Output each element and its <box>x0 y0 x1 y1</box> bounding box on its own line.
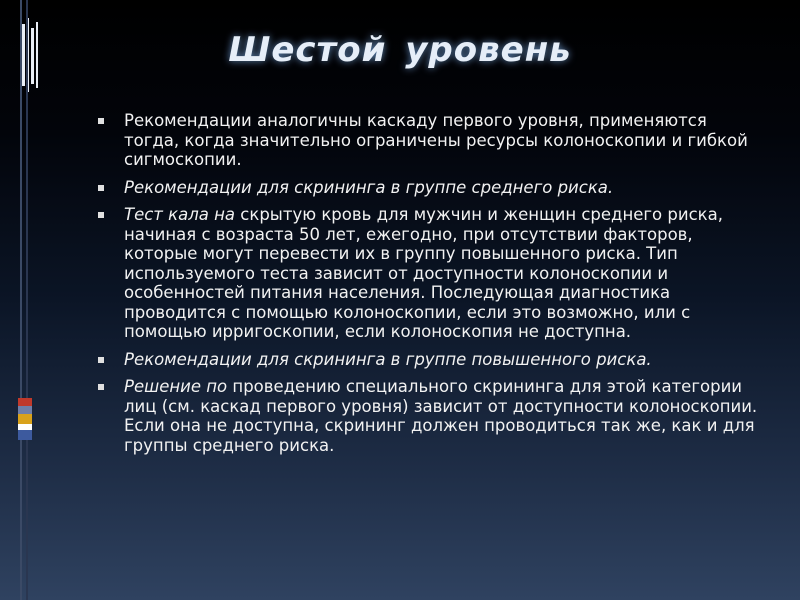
list-item <box>98 111 763 170</box>
square-bullet-icon <box>98 118 104 124</box>
list-item-text: Рекомендации аналогичны каскаду первого уровня, применяются тогда, когда значительно ограничены ресурсы колоноскопии и гибкой сигмоскопии. <box>124 111 748 169</box>
sidebar-decoration <box>18 0 32 600</box>
square-bullet-icon <box>98 185 104 191</box>
list-item-italic: Рекомендации для скрининга в группе повышенного риска. <box>124 349 652 369</box>
list-item-text: скрытую кровь для мужчин и женщин среднего риска, начиная с возраста 50 лет, ежегодно, при отсутствии факторов, которые могут перевести их в группу повышенного риска. Тип используемого теста зависит от доступности колоноскопии и особенностей питания населения. Последующая диагностика проводится с помощью колоноскопии, если это возможно, или с помощью ирригоскопии, если колоноскопия не доступна. <box>124 205 723 341</box>
list-item-italic: Рекомендации для скрининга в группе среднего риска. <box>124 177 614 197</box>
square-bullet-icon <box>98 357 104 363</box>
list-item <box>98 377 763 455</box>
list-item-italic: Тест кала на <box>124 205 236 224</box>
bullet-list <box>98 111 763 463</box>
slide-title: Шестой уровень <box>228 30 572 70</box>
square-bullet-icon <box>98 212 104 218</box>
list-item-italic: Решение по <box>124 377 228 396</box>
list-item <box>98 350 763 370</box>
list-item <box>98 205 763 342</box>
square-bullet-icon <box>98 384 104 390</box>
list-item-text: проведению специального скрининга для этой категории лиц (см. каскад первого уровня) зависит от доступности колоноскопии. Если она не доступна, скрининг должен проводиться так же, как и для группы среднего риска. <box>124 377 758 455</box>
list-item <box>98 178 763 198</box>
